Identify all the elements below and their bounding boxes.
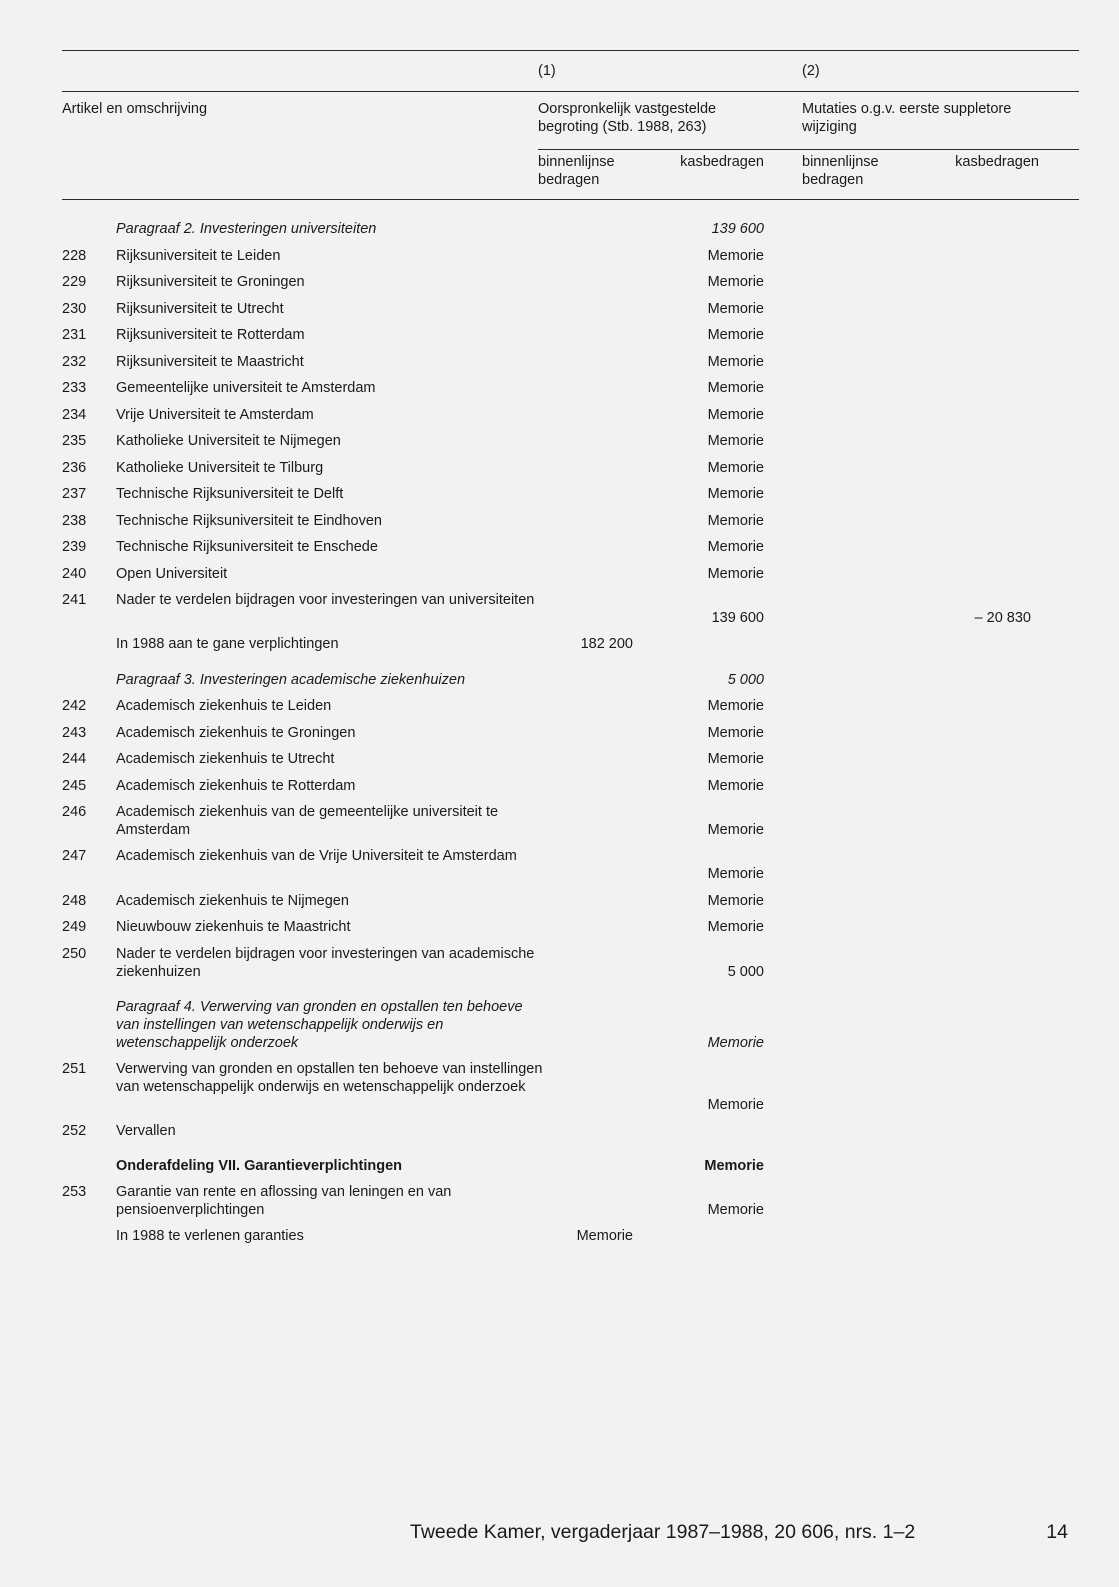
article-description: Academisch ziekenhuis te Groningen <box>116 725 356 741</box>
col1-kasbedrag-value: Memorie <box>707 698 764 714</box>
table-row <box>0 485 1119 503</box>
article-description: Paragraaf 4. Verwerving van gronden en opstallen ten behoeve van instellingen van wetenschappelijk onderwijs en wetenschappelijk onderzoek <box>116 999 523 1051</box>
article-description: Gemeentelijke universiteit te Amsterdam <box>116 380 376 396</box>
article-description: Rijksuniversiteit te Leiden <box>116 248 281 264</box>
col2-binnen-line1: binnenlijnse <box>802 154 879 170</box>
col2-title <box>802 100 1011 136</box>
col1-kasbedrag-value: Memorie <box>707 1097 764 1113</box>
col1-kasbedrag-value: 5 000 <box>727 964 764 980</box>
article-number: 242 <box>62 698 87 714</box>
table-row <box>0 847 1119 883</box>
article-description: Nieuwbouw ziekenhuis te Maastricht <box>116 919 351 935</box>
col1-kasbedrag-value: Memorie <box>704 1158 764 1174</box>
table-row <box>0 591 1119 627</box>
article-description: Rijksuniversiteit te Utrecht <box>116 301 284 317</box>
table-row <box>0 379 1119 397</box>
table-row <box>0 273 1119 291</box>
article-number: 250 <box>62 946 87 962</box>
article-number: 252 <box>62 1123 87 1139</box>
article-number: 233 <box>62 380 87 396</box>
col1-kasbedrag-value: Memorie <box>707 486 764 502</box>
article-description: Verwerving van gronden en opstallen ten behoeve van instellingen van wetenschappelijk onderwijs en wetenschappelijk onderzoek <box>116 1061 543 1095</box>
table-row <box>0 565 1119 583</box>
col1-kasbedrag-value: Memorie <box>707 751 764 767</box>
col1-kasbedrag-value: Memorie <box>707 919 764 935</box>
col1-kasbedrag-value: Memorie <box>707 778 764 794</box>
table-row <box>0 247 1119 265</box>
col1-kasbedrag-value: Memorie <box>707 725 764 741</box>
article-number: 253 <box>62 1184 87 1200</box>
article-number: 247 <box>62 848 87 864</box>
article-number: 232 <box>62 354 87 370</box>
table-row <box>0 300 1119 318</box>
article-description: Rijksuniversiteit te Maastricht <box>116 354 304 370</box>
article-description: Paragraaf 2. Investeringen universiteiten <box>116 221 377 237</box>
table-row <box>0 803 1119 839</box>
article-number: 234 <box>62 407 87 423</box>
table-row <box>0 1183 1119 1219</box>
table-row <box>0 220 1119 238</box>
table-row <box>0 538 1119 556</box>
table-row <box>0 918 1119 936</box>
table-row <box>0 512 1119 530</box>
table-row <box>0 892 1119 910</box>
table-row <box>0 1060 1119 1114</box>
table-row <box>0 406 1119 424</box>
col1-binnenlijnse-value: 182 200 <box>580 636 633 652</box>
article-description: Academisch ziekenhuis te Leiden <box>116 698 332 714</box>
article-number: 231 <box>62 327 87 343</box>
article-description: Academisch ziekenhuis te Utrecht <box>116 751 335 767</box>
article-description: Katholieke Universiteit te Nijmegen <box>116 433 341 449</box>
table-row <box>0 326 1119 344</box>
article-description: Rijksuniversiteit te Groningen <box>116 274 305 290</box>
article-number: 243 <box>62 725 87 741</box>
table-row <box>0 945 1119 981</box>
col1-kasbedrag-value: Memorie <box>707 274 764 290</box>
article-number: 246 <box>62 804 87 820</box>
article-number: 248 <box>62 893 87 909</box>
col1-binnen-line1: binnenlijnse <box>538 154 615 170</box>
article-number: 228 <box>62 248 87 264</box>
article-description: Academisch ziekenhuis te Rotterdam <box>116 778 356 794</box>
article-description: Technische Rijksuniversiteit te Enschede <box>116 539 378 555</box>
article-description: Technische Rijksuniversiteit te Delft <box>116 486 344 502</box>
col1-title <box>538 100 716 136</box>
col2-title-line1: Mutaties o.g.v. eerste suppletore <box>802 101 1012 117</box>
footer-citation: Tweede Kamer, vergaderjaar 1987–1988, 20 606, nrs. 1–2 <box>410 1521 916 1543</box>
col2-binnen-line2: bedragen <box>802 172 864 188</box>
col1-kasbedrag-value: Memorie <box>707 354 764 370</box>
col2-title-line2: wijziging <box>802 119 857 135</box>
col1-kasbedrag-value: Memorie <box>707 822 764 838</box>
article-number: 229 <box>62 274 87 290</box>
article-description: Open Universiteit <box>116 566 228 582</box>
table-row <box>0 1157 1119 1175</box>
col1-kasbedrag-value: Memorie <box>707 407 764 423</box>
table-row <box>0 459 1119 477</box>
article-number: 241 <box>62 592 87 608</box>
col1-kasbedrag-value: Memorie <box>707 301 764 317</box>
col2-binnen-header <box>802 153 879 189</box>
article-description: Academisch ziekenhuis van de gemeentelijke universiteit te Amsterdam <box>116 804 499 838</box>
col1-title-line2: begroting (Stb. 1988, 263) <box>538 119 707 135</box>
table-row <box>0 998 1119 1052</box>
col1-kasbedrag-value: Memorie <box>707 866 764 882</box>
article-description: In 1988 aan te gane verplichtingen <box>116 636 339 652</box>
table-row <box>0 724 1119 742</box>
col1-binnen-header <box>538 153 615 189</box>
article-description: Rijksuniversiteit te Rotterdam <box>116 327 305 343</box>
article-number: 236 <box>62 460 87 476</box>
table-row <box>0 671 1119 689</box>
col1-kasbedrag-value: Memorie <box>707 893 764 909</box>
subheader-rule <box>538 149 1079 150</box>
col2-kasbedrag-value: – 20 830 <box>974 610 1031 626</box>
col1-kasbedrag-value: Memorie <box>707 539 764 555</box>
page-number: 14 <box>1046 1521 1068 1543</box>
article-number: 249 <box>62 919 87 935</box>
article-description: Academisch ziekenhuis van de Vrije Universiteit te Amsterdam <box>116 848 517 864</box>
col1-kasbedrag-value: Memorie <box>707 248 764 264</box>
article-description: Technische Rijksuniversiteit te Eindhoven <box>116 513 382 529</box>
col1-kasbedrag-value: 139 600 <box>711 221 764 237</box>
article-description: Paragraaf 3. Investeringen academische ziekenhuizen <box>116 672 466 688</box>
col2-kas-header: kasbedragen <box>955 154 1039 170</box>
article-description: Vrije Universiteit te Amsterdam <box>116 407 314 423</box>
article-number: 235 <box>62 433 87 449</box>
table-row <box>0 1227 1119 1245</box>
article-description: In 1988 te verlenen garanties <box>116 1228 304 1244</box>
table-row <box>0 353 1119 371</box>
col1-kasbedrag-value: Memorie <box>707 433 764 449</box>
col1-number: (1) <box>538 63 556 79</box>
article-number: 238 <box>62 513 87 529</box>
header-rule <box>62 91 1079 92</box>
col1-kasbedrag-value: Memorie <box>707 566 764 582</box>
col1-kasbedrag-value: Memorie <box>707 380 764 396</box>
article-number: 251 <box>62 1061 87 1077</box>
article-label: Artikel en omschrijving <box>62 101 208 117</box>
col1-title-line1: Oorspronkelijk vastgestelde <box>538 101 717 117</box>
article-description: Garantie van rente en aflossing van leningen en van pensioenverplichtingen <box>116 1184 452 1218</box>
article-description: Vervallen <box>116 1123 176 1139</box>
table-row <box>0 1122 1119 1140</box>
article-description: Nader te verdelen bijdragen voor investeringen van academische ziekenhuizen <box>116 946 535 980</box>
article-number: 230 <box>62 301 87 317</box>
table-row <box>0 432 1119 450</box>
top-rule <box>62 50 1079 51</box>
table-row <box>0 697 1119 715</box>
article-description: Nader te verdelen bijdragen voor investeringen van universiteiten <box>116 592 535 608</box>
table-row <box>0 777 1119 795</box>
col1-kasbedrag-value: 139 600 <box>711 610 764 626</box>
table-row <box>0 750 1119 768</box>
article-description: Academisch ziekenhuis te Nijmegen <box>116 893 349 909</box>
col1-binnen-line2: bedragen <box>538 172 600 188</box>
header-bottom-rule <box>62 199 1079 200</box>
article-number: 239 <box>62 539 87 555</box>
article-description: Katholieke Universiteit te Tilburg <box>116 460 324 476</box>
col1-kasbedrag-value: Memorie <box>707 513 764 529</box>
col2-number: (2) <box>802 63 820 79</box>
article-number: 244 <box>62 751 87 767</box>
table-row <box>0 635 1119 653</box>
col1-kasbedrag-value: Memorie <box>707 1035 764 1051</box>
article-number: 240 <box>62 566 87 582</box>
col1-kasbedrag-value: Memorie <box>707 460 764 476</box>
col1-kasbedrag-value: Memorie <box>707 327 764 343</box>
article-number: 237 <box>62 486 87 502</box>
article-description: Onderafdeling VII. Garantieverplichtingen <box>116 1158 403 1174</box>
col1-kas-header: kasbedragen <box>680 154 764 170</box>
col1-kasbedrag-value: 5 000 <box>727 672 764 688</box>
col1-binnenlijnse-value: Memorie <box>576 1228 633 1244</box>
col1-kasbedrag-value: Memorie <box>707 1202 764 1218</box>
article-number: 245 <box>62 778 87 794</box>
